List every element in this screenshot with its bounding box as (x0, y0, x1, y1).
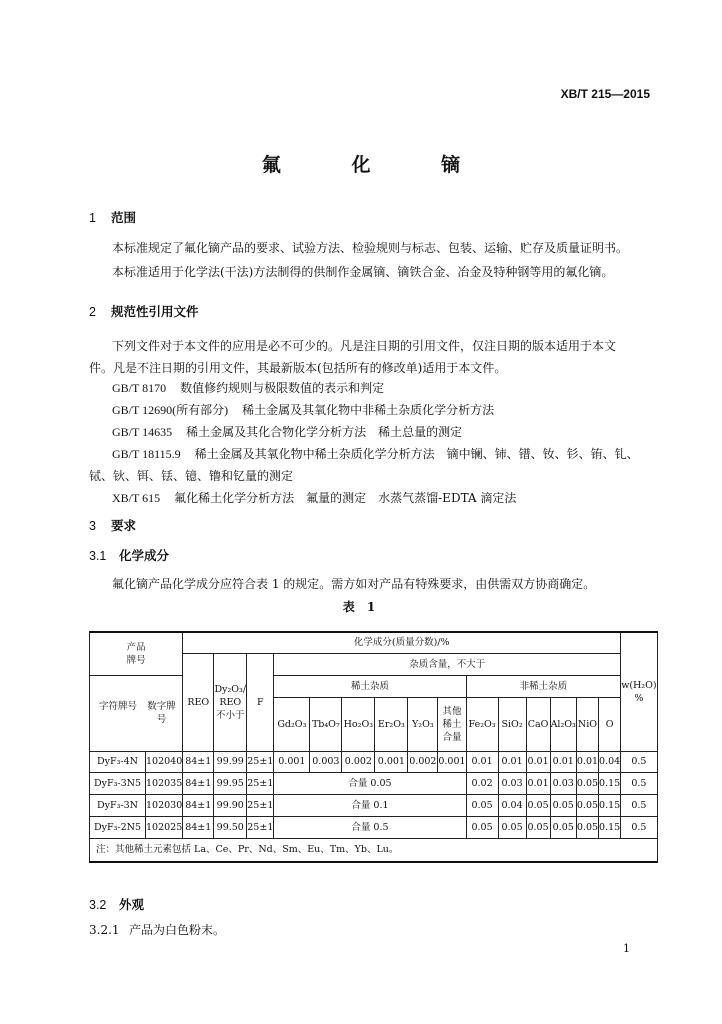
table-row (90, 751, 658, 772)
header-dy-ratio (214, 653, 247, 751)
reference-item (112, 420, 462, 444)
cell-re-total: 合量 0.5 (274, 816, 466, 838)
header-dy-ratio-line1: Dy₂O₃/ (214, 683, 247, 695)
section-2-intro-line-1: 下列文件对于本文件的应用是必不可少的。凡是注日期的引用文件，仅注日期的版本适用于本文 (112, 339, 617, 353)
table-note: 注：其他稀土元素包括 La、Ce、Pr、Nd、Sm、Eu、Tm、Yb、Lu。 (90, 838, 658, 862)
cell-fe2o3: 0.05 (466, 816, 498, 838)
header-impurity: 杂质含量，不大于 (274, 653, 621, 675)
cell-dy: 99.50 (214, 816, 247, 838)
section-title: 范围 (111, 211, 137, 225)
cell-water: 0.5 (621, 772, 657, 794)
cell-o: 0.04 (599, 751, 621, 772)
header-y2o3: Y₂O₃ (408, 697, 438, 751)
header-tb4o7: Tb₄O₇ (310, 697, 342, 751)
cell-f: 25±1 (247, 794, 274, 816)
header-cao: CaO (526, 697, 550, 751)
reference-title: 稀土金属及其化合物化学分析方法 稀土总量的测定 (186, 425, 463, 439)
header-f: F (247, 653, 274, 751)
header-product-brand (90, 632, 183, 675)
table-row (90, 794, 658, 816)
cell-al2o3: 0.05 (550, 794, 576, 816)
reference-title: 稀土金属及其氧化物中稀土杂质化学分析方法 镝中镧、铈、镨、钕、钐、铕、钆、 (194, 447, 639, 461)
cell-cao: 0.01 (526, 751, 550, 772)
section-number: 2 (89, 305, 96, 319)
section-title: 化学成分 (119, 549, 170, 563)
header-ho2o3: Ho₂O₃ (342, 697, 375, 751)
cell-re-total: 合量 0.1 (274, 794, 466, 816)
section-number: 1 (89, 211, 96, 225)
section-3-2-heading (89, 895, 144, 913)
cell-reo: 84±1 (183, 794, 214, 816)
header-numeric: 数字牌号 (147, 701, 176, 725)
cell-reo: 84±1 (183, 816, 214, 838)
header-brand-codes (90, 675, 183, 751)
cell-o: 0.15 (599, 772, 621, 794)
reference-item (112, 376, 384, 400)
reference-title: 稀土金属及其氧化物中非稀土杂质化学分析方法 (242, 403, 495, 417)
cell-numeric: 102035 (146, 772, 183, 794)
cell-cao: 0.05 (526, 816, 550, 838)
section-title: 外观 (119, 898, 145, 912)
cell-water: 0.5 (621, 751, 657, 772)
cell-symbol: DyF₃-4N (90, 751, 146, 772)
cell-gd2o3: 0.001 (274, 751, 310, 772)
section-number: 3.2.1 (89, 923, 120, 937)
section-1-paragraph-2: 本标准适用于化学法(干法)方法制得的供制作金属镝、镝铁合金、冶金及特种钢等用的氟化镝。 (112, 265, 614, 279)
header-fe2o3: Fe₂O₃ (466, 697, 498, 751)
cell-sio2: 0.01 (498, 751, 526, 772)
header-nio: NiO (576, 697, 598, 751)
cell-nio: 0.01 (576, 751, 598, 772)
cell-nio: 0.05 (576, 816, 598, 838)
reference-title: 氟化稀土化学分析方法 氟量的测定 水蒸气蒸馏-EDTA 滴定法 (174, 491, 517, 505)
cell-al2o3: 0.05 (550, 816, 576, 838)
section-title: 要求 (111, 519, 137, 533)
header-brand: 牌号 (126, 654, 146, 666)
document-title: 氟 化 镝 (261, 154, 493, 176)
cell-fe2o3: 0.01 (466, 751, 498, 772)
reference-item (112, 398, 494, 422)
cell-symbol: DyF₃-2N5 (90, 816, 146, 838)
reference-code: GB/T 12690(所有部分) (112, 403, 229, 417)
header-dy-ratio-line2: REO (219, 696, 242, 708)
table-row (90, 772, 658, 794)
section-3-1-paragraph: 氟化镝产品化学成分应符合表 1 的规定。需方如对产品有特殊要求，由供需双方协商确定。 (112, 577, 596, 591)
header-reo: REO (183, 653, 214, 751)
cell-o: 0.15 (599, 794, 621, 816)
cell-y2o3: 0.002 (408, 751, 438, 772)
cell-water: 0.5 (621, 816, 657, 838)
cell-sio2: 0.05 (498, 816, 526, 838)
reference-code: GB/T 8170 (112, 381, 167, 395)
cell-tb4o7: 0.003 (310, 751, 342, 772)
cell-fe2o3: 0.05 (466, 794, 498, 816)
header-er2o3: Er₂O₃ (375, 697, 408, 751)
header-product: 产品 (126, 641, 146, 653)
reference-title: 数值修约规则与极限数值的表示和判定 (180, 381, 385, 395)
section-1-paragraph-1: 本标准规定了氟化镝产品的要求、试验方法、检验规则与标志、包装、运输、贮存及质量证明书。 (112, 241, 629, 255)
reference-code: GB/T 18115.9 (112, 447, 181, 461)
cell-water: 0.5 (621, 794, 657, 816)
reference-item (112, 486, 516, 510)
cell-other-re: 0.001 (438, 751, 466, 772)
cell-symbol: DyF₃-3N (90, 794, 146, 816)
section-number: 3.1 (89, 549, 107, 563)
header-sio2: SiO₂ (498, 697, 526, 751)
chemical-composition-table (89, 631, 658, 863)
reference-continuation: 铽、钬、铒、铥、镱、镥和钇量的测定 (89, 469, 294, 483)
header-gd2o3: Gd₂O₃ (274, 697, 310, 751)
cell-sio2: 0.04 (498, 794, 526, 816)
cell-o: 0.15 (599, 816, 621, 838)
header-o: O (599, 697, 621, 751)
header-water-unit: % (634, 692, 644, 704)
header-other-re: 其他稀土合量 (438, 697, 466, 751)
cell-reo: 84±1 (183, 751, 214, 772)
section-2-heading (89, 302, 199, 320)
cell-cao: 0.05 (526, 794, 550, 816)
cell-symbol: DyF₃-3N5 (90, 772, 146, 794)
cell-f: 25±1 (247, 816, 274, 838)
cell-re-total: 合量 0.05 (274, 772, 466, 794)
section-3-2-1 (89, 918, 225, 942)
section-2-intro-line-2: 件。凡是不注日期的引用文件，其最新版本(包括所有的修改单)适用于本文件。 (89, 361, 507, 375)
cell-al2o3: 0.01 (550, 751, 576, 772)
cell-numeric: 102025 (146, 816, 183, 838)
header-non-re-impurity: 非稀土杂质 (466, 675, 621, 697)
cell-dy: 99.99 (214, 751, 247, 772)
header-symbol: 字符牌号 (98, 701, 137, 712)
cell-cao: 0.01 (526, 772, 550, 794)
section-3-2-1-text: 产品为白色粉末。 (129, 923, 226, 937)
section-title: 规范性引用文件 (111, 305, 199, 319)
cell-sio2: 0.03 (498, 772, 526, 794)
reference-code: XB/T 615 (112, 491, 161, 505)
section-number: 3.2 (89, 898, 107, 912)
cell-dy: 99.90 (214, 794, 247, 816)
section-number: 3 (89, 519, 96, 533)
cell-dy: 99.95 (214, 772, 247, 794)
header-water (621, 632, 657, 751)
table-caption: 表 1 (342, 600, 380, 614)
cell-er2o3: 0.001 (375, 751, 408, 772)
header-al2o3: Al₂O₃ (550, 697, 576, 751)
header-re-impurity: 稀土杂质 (274, 675, 466, 697)
reference-item (112, 442, 639, 466)
reference-code: GB/T 14635 (112, 425, 173, 439)
page-number: 1 (623, 942, 630, 955)
cell-nio: 0.05 (576, 794, 598, 816)
table-row (90, 816, 658, 838)
cell-fe2o3: 0.02 (466, 772, 498, 794)
section-3-heading (89, 516, 136, 534)
cell-f: 25±1 (247, 772, 274, 794)
cell-numeric: 102030 (146, 794, 183, 816)
section-3-1-heading (89, 546, 169, 564)
cell-al2o3: 0.03 (550, 772, 576, 794)
cell-f: 25±1 (247, 751, 274, 772)
section-1-heading (89, 208, 136, 226)
cell-reo: 84±1 (183, 772, 214, 794)
cell-numeric: 102040 (146, 751, 183, 772)
cell-nio: 0.05 (576, 772, 598, 794)
header-dy-ratio-line3: 不小于 (216, 709, 245, 721)
standard-number: XB/T 215—2015 (560, 87, 650, 101)
header-composition: 化学成分(质量分数)/% (183, 632, 621, 653)
header-water-symbol: w(H₂O) (621, 679, 657, 691)
cell-ho2o3: 0.002 (342, 751, 375, 772)
